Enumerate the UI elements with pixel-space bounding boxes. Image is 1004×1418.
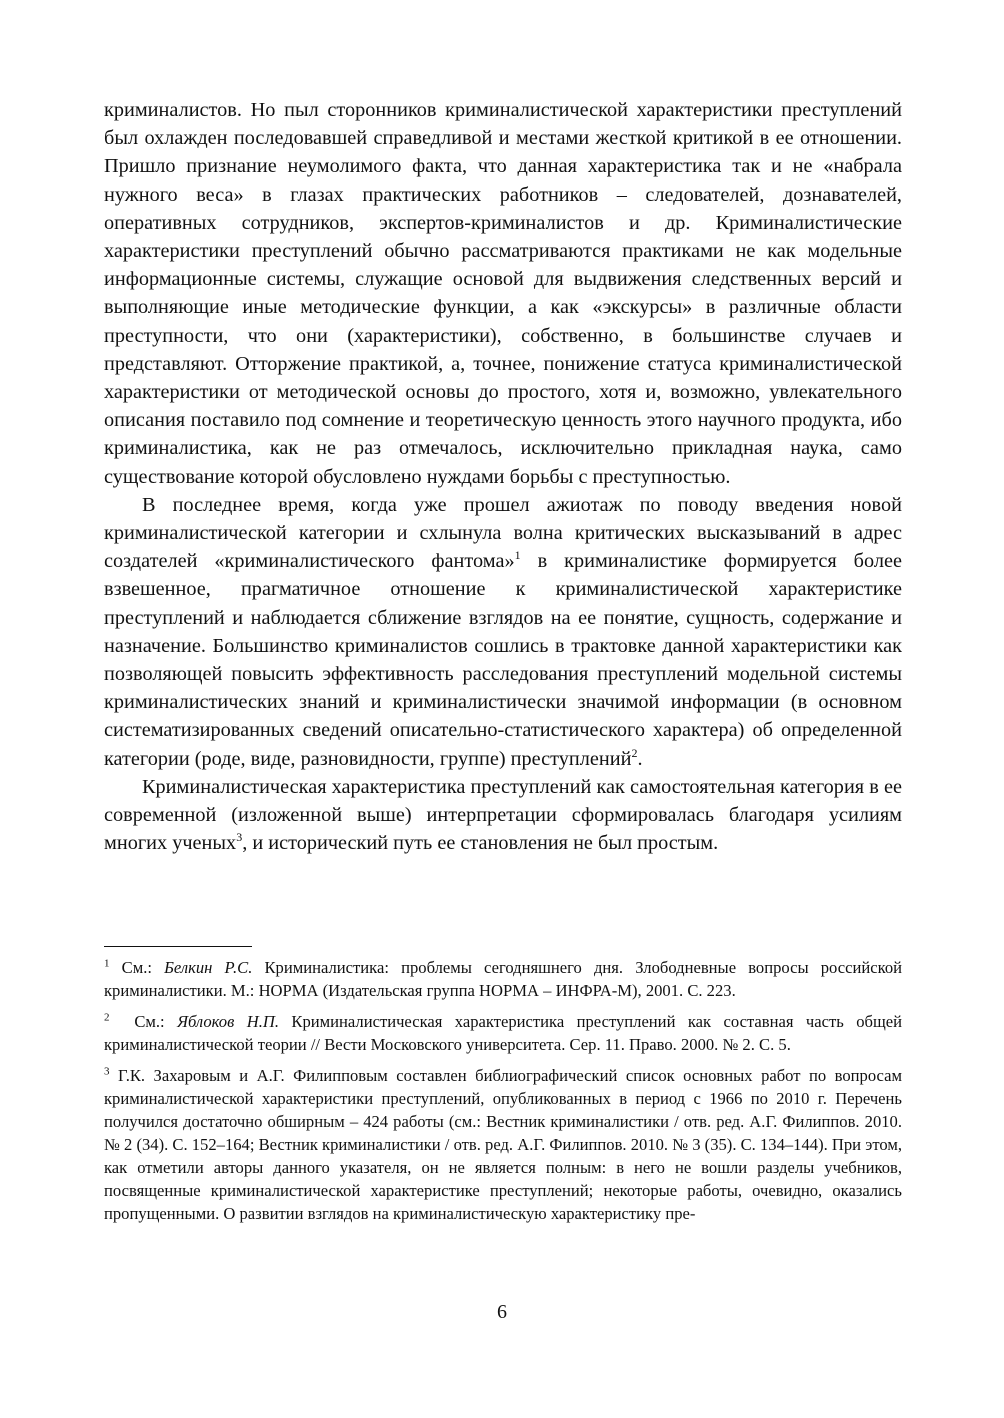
footnote-1-prefix: См.:	[109, 958, 165, 977]
paragraph-2-part-2: в криминалистике формируется более взвешенное, прагматичное отношение к криминалистической характеристике преступлений и наблюдается сближение взглядов на ее понятие, сущность, содержание и назначение. Большинство криминалистов сошлись в трактовке данной характеристики как позволяющей повысить эффективность расследования преступлений модельной системы криминалистических знаний и криминалистически значимой информации (в основном систематизированных сведений описательно-статистического характера) об определенной категории (роде, виде, разновидности, группе) преступлений	[104, 550, 902, 770]
paragraph-2-part-1: В последнее время, когда уже прошел ажиотаж по поводу введения новой криминалистической категории и схлынула волна критических высказываний в адрес создателей «криминалистического фантома»	[104, 493, 902, 573]
footnotes	[104, 956, 902, 1233]
paragraph-3-part-2: , и исторический путь ее становления не был простым.	[242, 832, 719, 855]
paragraph-2	[104, 491, 902, 773]
footnote-2	[104, 1010, 902, 1056]
footnote-2-number: 2	[104, 1011, 110, 1024]
footnote-ref-3: 3	[236, 830, 243, 845]
footnote-1-text: Криминалистика: проблемы сегодняшнего дня. Злободневные вопросы российской криминалистики. М.: НОРМА (Издательская группа НОРМА – ИНФРА-М), 2001. С. 223.	[104, 958, 903, 1000]
paragraph-3-part-1: Криминалистическая характеристика преступлений как самостоятельная категория в ее современной (изложенной выше) интерпретации сформировалась благодаря усилиям многих ученых	[104, 775, 902, 855]
paragraph-1: криминалистов. Но пыл сторонников криминалистической характеристики преступлений был охлажден последовавшей справедливой и местами жесткой критикой в ее отношении. Пришло признание неумолимого факта, что данная характеристика так и не «набрала нужного веса» в глазах практических работников – следователей, дознавателей, оперативных сотрудников, экспертов-криминалистов и др. Криминалистические характеристики преступлений обычно рассматриваются практиками не как модельные информационные системы, служащие основой для выдвижения следственных версий и выполняющие иные методические функции, а как «экскурсы» в различные области преступности, что они (характеристики), собственно, в большинстве случаев и представляют. Отторжение практикой, а, точнее, понижение статуса криминалистической характеристики от методической основы до простого, хотя и, возможно, увлекательного описания поставило под сомнение и теоретическую ценность этого научного продукта, ибо криминалистика, как не раз отмечалось, исключительно прикладная наука, само существование которой обусловлено нуждами борьбы с преступностью.	[104, 99, 902, 488]
footnote-ref-2: 2	[631, 745, 638, 760]
footnote-1-number: 1	[104, 957, 110, 970]
footnote-1	[104, 956, 902, 1002]
footnote-3-prefix	[110, 1066, 118, 1085]
footnote-3-number: 3	[104, 1065, 110, 1078]
footnote-2-author: Яблоков Н.П.	[177, 1012, 279, 1031]
main-text	[104, 96, 902, 857]
footnote-1-author: Белкин Р.С.	[164, 958, 253, 977]
footnote-ref-1: 1	[514, 548, 521, 563]
paragraph-3	[104, 773, 902, 858]
paragraph-2-part-3: .	[637, 747, 643, 770]
footnote-separator	[104, 946, 252, 947]
footnote-2-prefix: См.:	[109, 1012, 178, 1031]
page-number: 6	[497, 1301, 507, 1323]
footnote-3-text: Г.К. Захаровым и А.Г. Филипповым составлен библиографический список основных работ по вопросам криминалистической характеристики преступлений, опубликованных в период с 1966 по 2010 г. Перечень получился достаточно обширным – 424 работы (см.: Вестник криминалистики / отв. ред. А.Г. Филиппов. 2010. № 2 (34). С. 152–164; Вестник криминалистики / отв. ред. А.Г. Филиппов. 2010. № 3 (35). С. 134–144). При этом, как отметили авторы данного указателя, он не является полным: в него не вошли разделы учебников, посвященные криминалистической характеристике преступлений; некоторые работы, очевидно, оказались пропущенными. О развитии взглядов на криминалистическую характеристику пре-	[104, 1066, 902, 1223]
footnote-3	[104, 1064, 902, 1225]
footnote-2-text: Криминалистическая характеристика преступлений как составная часть общей криминалистической теории // Вести Московского университета. Сер. 11. Право. 2000. № 2. С. 5.	[104, 1012, 902, 1054]
